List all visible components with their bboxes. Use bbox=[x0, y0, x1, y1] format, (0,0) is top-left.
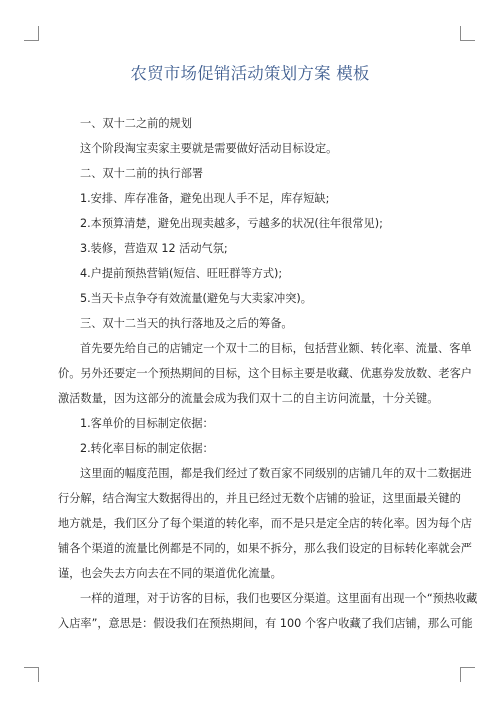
crop-mark-top-left bbox=[24, 26, 39, 41]
paragraph-line: 价。另外还要定一个预热期间的目标，这个目标主要是收藏、优惠券发放数、老客户 bbox=[58, 367, 472, 380]
crop-mark-bottom-right bbox=[460, 667, 475, 682]
list-item: 1.安排、库存准备，避免出现人手不足，库存短缺; bbox=[80, 192, 330, 205]
list-item: 1.客单价的目标制定依据： bbox=[80, 417, 214, 430]
paragraph-line: 入店率”，意思是：假设我们在预热期间，有 100 个客户收藏了我们店铺，那么可能 bbox=[58, 617, 473, 630]
list-item: 2.转化率目标的制定依据： bbox=[80, 442, 214, 455]
document-title: 农贸市场促销活动策划方案 模板 bbox=[130, 64, 370, 83]
list-item: 4.户提前预热营销(短信、旺旺群等方式); bbox=[80, 267, 283, 280]
paragraph-line: 地方就是，我们区分了每个渠道的转化率，而不是只是定全店的转化率。因为每个店 bbox=[58, 517, 472, 530]
crop-mark-top-right bbox=[460, 26, 475, 41]
list-item: 5.当天卡点争夺有效流量(避免与大卖家冲突)。 bbox=[80, 292, 312, 305]
paragraph-line: 这里面的幅度范围，都是我们经过了数百家不同级别的店铺几年的双十二数据进 bbox=[80, 467, 472, 480]
paragraph-line: 行分解，结合淘宝大数据得出的，并且已经过无数个店铺的验证，这里面最关键的 bbox=[58, 492, 461, 505]
list-item: 2.本预算清楚，避免出现卖越多，亏越多的状况(往年很常见); bbox=[80, 217, 383, 230]
paragraph-line: 一样的道理，对于访客的目标，我们也要区分渠道。这里面有出现一个“预热收藏 bbox=[80, 592, 478, 605]
crop-mark-bottom-left bbox=[24, 667, 39, 682]
list-item: 3.装修，营造双 12 活动气氛; bbox=[80, 242, 228, 255]
paragraph-line: 铺各个渠道的流量比例都是不同的，如果不拆分，那么我们设定的目标转化率就会严 bbox=[58, 542, 472, 555]
section-heading-3: 三、双十二当天的执行落地及之后的筹备。 bbox=[80, 317, 293, 330]
section-heading-1: 一、双十二之前的规划 bbox=[80, 117, 192, 130]
paragraph-line: 激活数量，因为这部分的流量会成为我们双十二的自主访问流量，十分关键。 bbox=[58, 392, 439, 405]
paragraph-line: 谨，也会失去方向去在不同的渠道优化流量。 bbox=[58, 567, 282, 580]
section-heading-2: 二、双十二前的执行部署 bbox=[80, 167, 204, 180]
paragraph-line: 首先要先给自己的店铺定一个双十二的目标，包括营业额、转化率、流量、客单 bbox=[80, 342, 472, 355]
text-line: 这个阶段淘宝卖家主要就是需要做好活动目标设定。 bbox=[80, 142, 338, 155]
